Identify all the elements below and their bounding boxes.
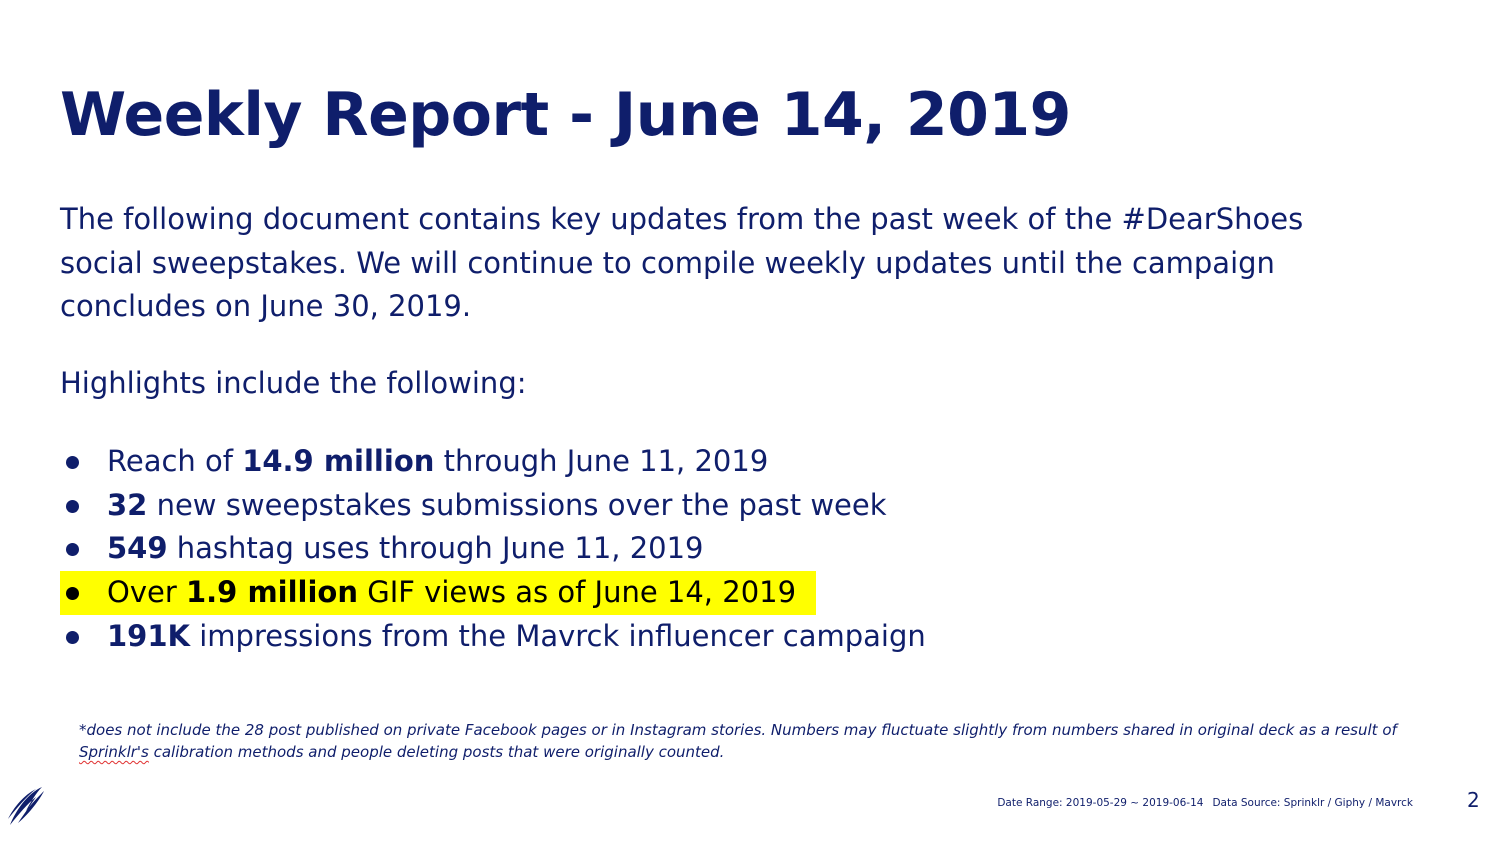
bullet-impressions (60, 615, 946, 659)
bullet-metric: 1.9 million (185, 575, 359, 610)
bullet-text-post: impressions from the Mavrck influencer campaign (190, 618, 926, 653)
bullet-submissions (60, 484, 907, 528)
bullet-dot-icon (66, 543, 79, 556)
highlights-list (60, 440, 946, 658)
bullet-dot-icon (66, 456, 79, 469)
intro-paragraph: The following document contains key updates from the past week of the #DearShoes social sweepstakes. We will continue to compile weekly updates until the campaign concludes on June 30, 2019. (60, 202, 1304, 323)
footnote-text-start: *does not include the 28 post published on private Facebook pages or in Instagram stories. Numbers may fluctuate slightly from numbers shared in original deck as a result of (79, 721, 1397, 739)
page-title: Weekly Report - June 14, 2019 (60, 80, 1071, 150)
footer-meta (997, 797, 1413, 809)
bullet-metric: 32 (107, 487, 148, 522)
bullet-text-post: through June 11, 2019 (434, 444, 769, 478)
bullet-metric: 549 (107, 531, 168, 566)
bullet-gif-views (60, 571, 816, 615)
bullet-reach (60, 440, 788, 484)
data-source: Data Source: Sprinklr / Giphy / Mavrck (1212, 797, 1413, 809)
spellcheck-flagged-word: Sprinklr's (79, 743, 149, 761)
brand-stripe-logo-icon (6, 785, 46, 827)
bullet-hashtag-uses (60, 527, 724, 571)
footnote-text-end: calibration methods and people deleting posts that were originally counted. (148, 743, 725, 761)
page-number: 2 (1467, 788, 1480, 812)
bullet-dot-icon (66, 587, 79, 600)
date-range: Date Range: 2019-05-29 ~ 2019-06-14 (997, 797, 1204, 809)
highlights-heading: Highlights include the following: (60, 366, 527, 400)
bullet-dot-icon (66, 500, 79, 513)
bullet-text-pre: Over (107, 575, 186, 610)
bullet-dot-icon (66, 631, 79, 644)
bullet-text-post: hashtag uses through June 11, 2019 (167, 531, 704, 566)
bullet-metric: 14.9 million (242, 444, 435, 478)
footnote (79, 719, 1419, 763)
bullet-text-post: new sweepstakes submissions over the past week (147, 487, 887, 522)
bullet-metric: 191K (107, 618, 191, 653)
bullet-text-post: GIF views as of June 14, 2019 (358, 575, 797, 610)
bullet-text-pre: Reach of (107, 444, 243, 478)
